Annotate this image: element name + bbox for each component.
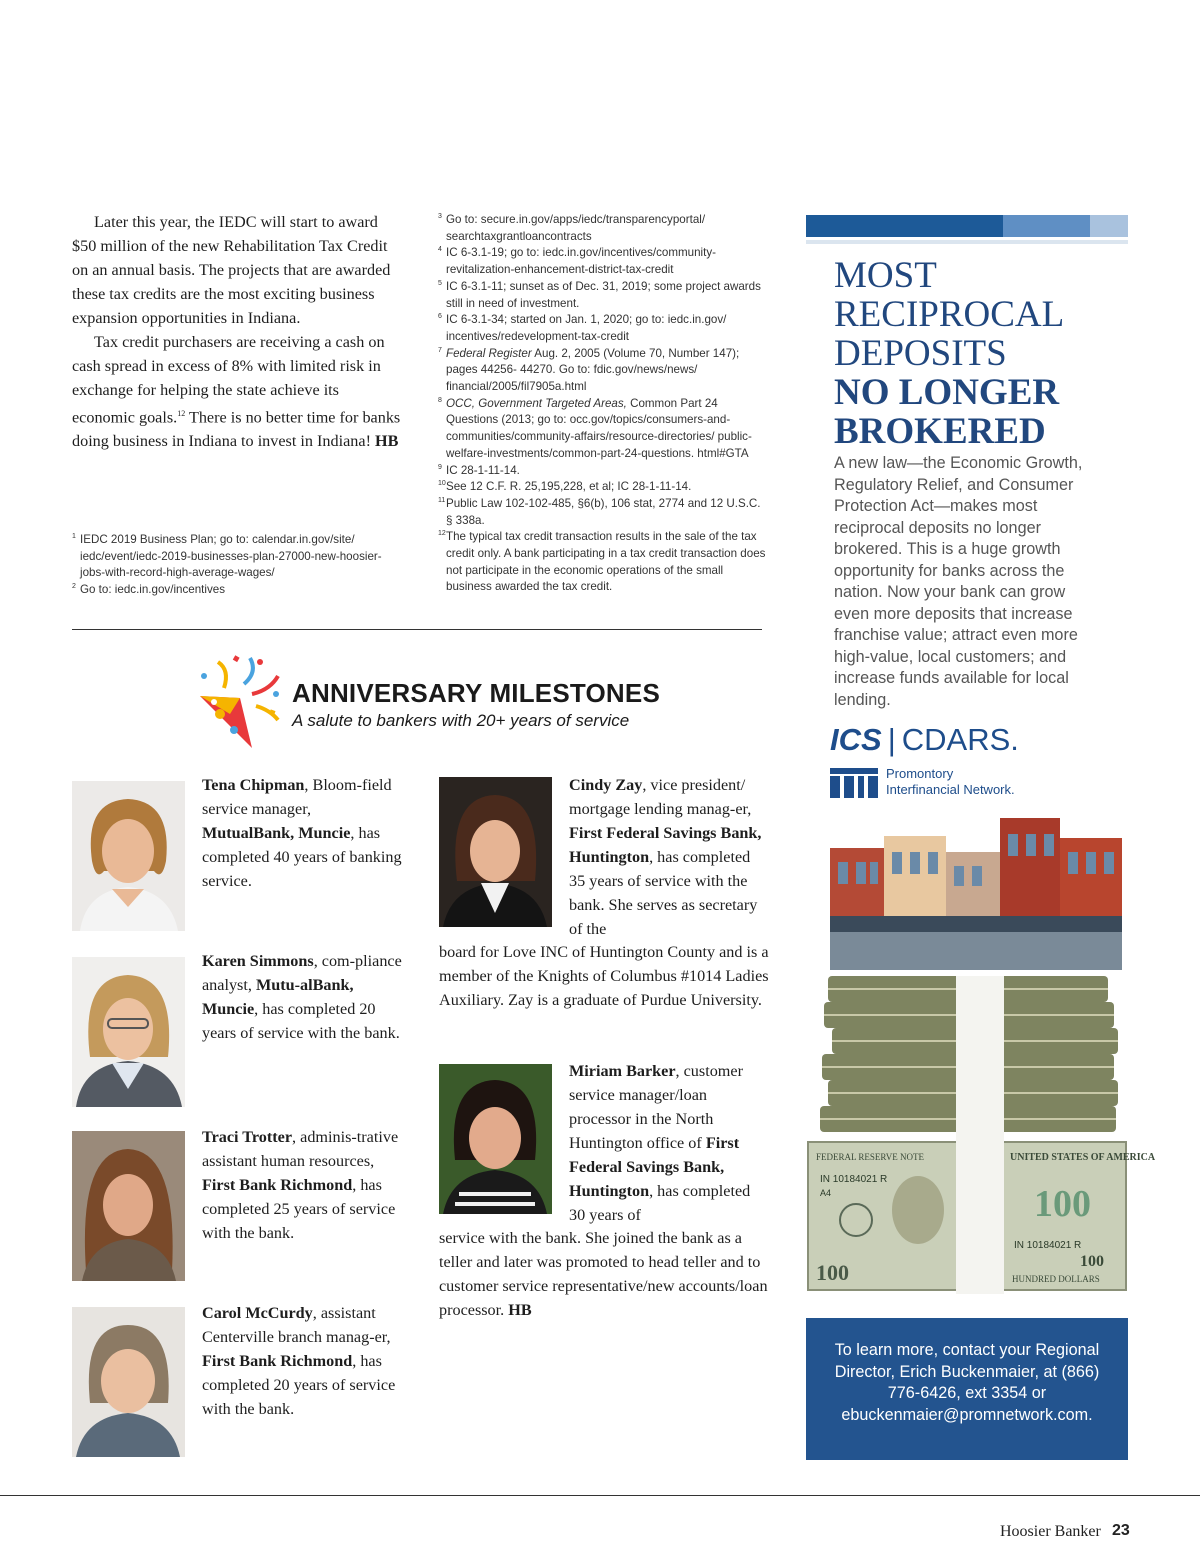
promontory-line: Interfinancial Network.: [886, 781, 1015, 797]
footnote-number: 7: [438, 346, 442, 354]
person-text: , Bloom-field service manager,: [202, 776, 392, 818]
person-text: , has completed 25 years of service with the bank.: [202, 1176, 396, 1242]
footnote-number: 12: [438, 530, 446, 538]
ics-cdars-logo: [830, 722, 1019, 758]
milestones-subtitle: A salute to bankers with 20+ years of service: [292, 711, 630, 730]
ad-headline-line: MOST: [834, 255, 937, 296]
section-divider: [72, 629, 762, 630]
footnote-text: Aug. 2, 2005 (Volume 70, Number 147); pages 44256- 44270. Go to: fdic.gov/news/news/ financial/2005/fil7905a.html: [446, 346, 740, 394]
footnote-number: 4: [438, 246, 442, 254]
person-bank: Mutu-alBank, Muncie: [202, 976, 354, 1018]
milestones-title: ANNIVERSARY MILESTONES: [292, 678, 660, 708]
photo-tena-chipman: [72, 781, 185, 931]
footnote-number: 9: [438, 463, 442, 471]
bill-top-text: FEDERAL RESERVE NOTE: [816, 1152, 924, 1162]
footnote: [438, 279, 768, 312]
ad-top-bar-dark: [806, 215, 1003, 237]
person-text: , adminis-trative assistant human resources,: [202, 1128, 399, 1170]
footnote: [438, 529, 768, 596]
person-text: , assistant Centerville branch manag-er,: [202, 1304, 391, 1346]
footnote: [438, 212, 768, 245]
promontory-line: Promontory: [886, 766, 954, 781]
intro-article: [72, 210, 402, 453]
person-bank: First Federal Savings Bank, Huntington: [569, 1134, 740, 1200]
person-text: service with the bank. She joined the bank as a teller and later was promoted to head teller and to customer service representative/new accounts/loan processor.: [439, 1229, 768, 1319]
bill-value-right: 100: [1080, 1253, 1104, 1270]
footnote-text: Public Law 102-102-485, §6(b), 106 stat, 2774 and 12 U.S.C. § 338a.: [446, 496, 761, 527]
ad-contact-box: To learn more, contact your Regional Director, Erich Buckenmaier, at (866) 776-6426, ext 3354 or ebuckenmaier@promnetwork.com.: [806, 1318, 1128, 1460]
person-name: Traci Trotter: [202, 1128, 293, 1146]
bill-usa: UNITED STATES OF AMERICA: [1010, 1152, 1156, 1163]
footnote: [72, 532, 402, 582]
footnote: [72, 582, 402, 599]
footnote-text: See 12 C.F. R. 25,195,228, et al; IC 28-1-11-14.: [446, 480, 692, 494]
footnote: [438, 463, 768, 480]
person-name: Karen Simmons: [202, 952, 314, 970]
person-name: Cindy Zay: [569, 776, 643, 794]
photo-cindy-zay: [439, 777, 552, 927]
party-popper-icon: [190, 650, 286, 750]
footnote-text: IEDC 2019 Business Plan; go to: calendar.in.gov/site/ iedc/event/iedc-2019-businesses-plan-27000-new-hoosier-jobs-with-record-high-average-wages/: [80, 533, 382, 580]
ad-top-bar-light: [1090, 215, 1128, 237]
bill-dollars: HUNDRED DOLLARS: [1012, 1274, 1100, 1284]
footnote-italic: OCC, Government Targeted Areas,: [446, 396, 627, 410]
ad-body: A new law—the Economic Growth, Regulatory Relief, and Consumer Protection Act—makes most reciprocal deposits no longer brokered. This is a huge growth opportunity for banks across the nation. Now your bank can grow even more deposits that increase franchise value; attract even more high-value, local customers; and increase funds available for local lending.: [834, 454, 1083, 709]
photo-miriam-barker: [439, 1064, 552, 1214]
person-bank: First Bank Richmond: [202, 1352, 353, 1370]
signoff-hb: HB: [375, 432, 399, 451]
footnote-ref: 12: [177, 409, 186, 418]
person-carol: [202, 1301, 402, 1421]
person-karen: [202, 949, 402, 1045]
person-text: , has completed 20 years of service with the bank.: [202, 1000, 400, 1042]
footnote-number: 1: [72, 533, 76, 540]
footnote-text: Go to: iedc.in.gov/incentives: [80, 583, 226, 597]
person-text: , has completed 35 years of service with the bank. She serves as secretary of the: [569, 848, 758, 938]
bill-serial-right: IN 10184021 R: [1014, 1240, 1082, 1251]
footnote-number: 5: [438, 279, 442, 287]
person-bank: MutualBank, Muncie: [202, 824, 351, 842]
footnote: [438, 479, 768, 496]
person-cindy: [569, 773, 764, 941]
footnote-text: Go to: secure.in.gov/apps/iedc/transparencyportal/ searchtaxgrantloancontracts: [446, 213, 706, 243]
bill-value-left: 100: [816, 1260, 849, 1285]
person-text: , has completed 40 years of banking service.: [202, 824, 402, 890]
footnote-number: 6: [438, 313, 442, 321]
footer-publication: Hoosier Banker: [1000, 1523, 1101, 1540]
footnote-number: 10: [438, 480, 446, 488]
footnote-text: IC 6-3.1-11; sunset as of Dec. 31, 2019; some project awards still in need of investment.: [446, 279, 761, 310]
logo-separator: |: [887, 722, 896, 757]
person-name: Tena Chipman: [202, 776, 305, 794]
photo-karen-simmons: [72, 957, 185, 1107]
intro-p2-text-b: There is no better time for banks doing business in Indiana to invest in Indiana!: [72, 408, 401, 451]
person-cindy-continued: board for Love INC of Huntington County and is a member of the Knights of Columbus #1014 Ladies Auxiliary. Zay is a graduate of Purdue University.: [439, 943, 769, 1009]
ad-headline-line: NO LONGER: [834, 372, 1060, 413]
footnote-number: 8: [438, 396, 442, 404]
promontory-text: [886, 766, 1015, 797]
footnote-text: The typical tax credit transaction results in the sale of the tax credit only. A bank participating in a tax credit transaction does not participate in the economic operations of the small business awarded the tax credit.: [446, 530, 766, 594]
person-miriam-continued: [439, 1226, 769, 1322]
footnote-text: Common Part 24 Questions (2013; go to: occ.gov/topics/consumers-and-communities/community-affairs/resource-directories/ public-welfare-investments/common-part-24-questions. html#GTA: [446, 396, 752, 460]
footnote: [438, 346, 768, 396]
footnotes-left: [72, 532, 402, 599]
signoff-hb: HB: [508, 1301, 532, 1319]
footnote-italic: Federal Register: [446, 346, 532, 360]
ad-headline-line: RECIPROCAL: [834, 294, 1065, 335]
intro-p2-text: Tax credit purchasers are receiving a cash on cash spread in excess of 8% with limited risk in exchange for helping the state achieve its economic goals.: [72, 333, 385, 427]
intro-paragraph-2: [72, 330, 402, 453]
person-text: , com-pliance analyst,: [202, 952, 402, 994]
footnote-number: 11: [438, 496, 446, 504]
footnote: [438, 245, 768, 278]
person-text: , has completed 20 years of service with the bank.: [202, 1352, 396, 1418]
footnote-text: IC 28-1-11-14.: [446, 463, 520, 477]
bill-sub: A4: [820, 1188, 832, 1198]
footer-rule: [0, 1495, 1200, 1496]
town-and-money-illustration: [806, 740, 1156, 1318]
promontory-logo-icon: [830, 768, 878, 798]
person-name: Miriam Barker: [569, 1062, 676, 1080]
footnote-text: IC 6-3.1-19; go to: iedc.in.gov/incentives/community-revitalization-enhancement-district-tax-credit: [446, 246, 717, 277]
footnote: [438, 312, 768, 345]
person-miriam: [569, 1059, 764, 1227]
bill-serial-left: IN 10184021 R: [820, 1174, 888, 1185]
cdars-logo-text: CDARS.: [901, 722, 1019, 757]
bill-value-center: 100: [1034, 1183, 1091, 1225]
footnote: [438, 496, 768, 529]
ad-top-bar-mid: [1003, 215, 1090, 237]
footnote: [438, 396, 768, 463]
intro-paragraph-1: Later this year, the IEDC will start to award $50 million of the new Rehabilitation Tax Credit on an annual basis. The projects that are awarded these tax credits are the most exciting business expansion opportunities in Indiana.: [72, 213, 391, 327]
page-number: 23: [1112, 1522, 1130, 1539]
person-name: Carol McCurdy: [202, 1304, 313, 1322]
ics-logo-text: ICS: [830, 722, 882, 757]
footnote-number: 2: [72, 583, 76, 591]
person-text: , vice president/ mortgage lending manag-er,: [569, 776, 752, 818]
person-text: , customer service manager/loan processor in the North Huntington office of: [569, 1062, 743, 1152]
ad-top-rule: [806, 240, 1128, 244]
footnote-number: 3: [438, 213, 442, 220]
person-tena: [202, 773, 402, 893]
person-bank: First Bank Richmond: [202, 1176, 353, 1194]
footnotes-right: [438, 212, 768, 596]
person-traci: [202, 1125, 402, 1245]
footnote-text: IC 6-3.1-34; started on Jan. 1, 2020; go to: iedc.in.gov/ incentives/redevelopment-tax-credit: [446, 313, 727, 343]
person-bank: First Federal Savings Bank, Huntington: [569, 824, 762, 866]
ad-headline-line: BROKERED: [834, 411, 1046, 452]
ad-headline-line: DEPOSITS: [834, 333, 1007, 374]
ad-headline: [834, 256, 1124, 451]
person-text: , has completed 30 years of: [569, 1182, 751, 1224]
photo-traci-trotter: [72, 1131, 185, 1281]
photo-carol-mccurdy: [72, 1307, 185, 1457]
